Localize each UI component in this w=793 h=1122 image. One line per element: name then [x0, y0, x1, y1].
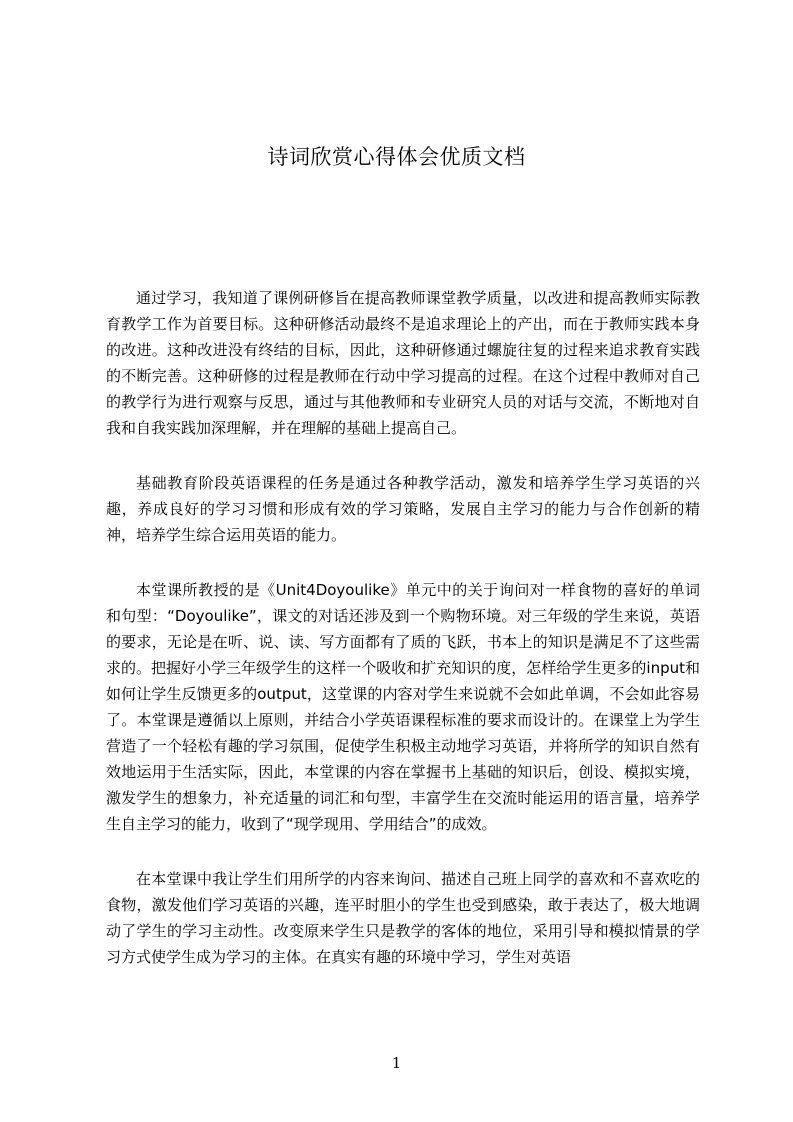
- paragraph-4: 在本堂课中我让学生们用所学的内容来询问、描述自己班上同学的喜欢和不喜欢吃的食物，激发他们学习英语的兴趣，连平时胆小的学生也受到感染，敢于表达了，极大地调动了学生的学习主动性。改变原来学生只是教学的客体的地位，采用引导和模拟情景的学习方式使学生成为学习的主体。在真实有趣的环境中学习，学生对英语: [106, 870, 700, 966]
- document-title: 诗词欣赏心得体会优质文档: [267, 145, 526, 169]
- paragraph-3: 本堂课所教授的是《Unit4Doyoulike》单元中的关于询问对一样食物的喜好的单词和句型：“Doyoulike”，课文的对话还涉及到一个购物环境。对三年级的学生来说，英语的要求，无论是在听、说、读、写方面都有了质的飞跃，书本上的知识是满足不了这些需求的。把握好小学三年级学生的这样一个吸收和扩充知识的度，怎样给学生更多的input和如何让学生反馈更多的output，这堂课的内容对学生来说就不会如此单调，不会如此容易了。本堂课是遵循以上原则，并结合小学英语课程标准的要求而设计的。在课堂上为学生营造了一个轻松有趣的学习氛围，促使学生积极主动地学习英语，并将所学的知识自然有效地运用于生活实际，因此，本堂课的内容在掌握书上基础的知识后，创设、模拟实境，激发学生的想象力，补充适量的词汇和句型，丰富学生在交流时能运用的语言量，培养学生自主学习的能力，收到了“现学现用、学用结合”的成效。: [106, 581, 700, 833]
- paragraph-1: 通过学习，我知道了课例研修旨在提高教师课堂教学质量，以改进和提高教师实际教育教学工作为首要目标。这种研修活动最终不是追求理论上的产出，而在于教师实践本身的改进。这种改进没有终结的目标，因此，这种研修通过螺旋往复的过程来追求教育实践的不断完善。这种研修的过程是教师在行动中学习提高的过程。在这个过程中教师对自己的教学行为进行观察与反思，通过与其他教师和专业研究人员的对话与交流，不断地对自我和自我实践加深理解，并在理解的基础上提高自己。: [106, 289, 700, 437]
- page-number: 1: [391, 1054, 402, 1072]
- document-body: [106, 285, 700, 970]
- paragraph-2: 基础教育阶段英语课程的任务是通过各种教学活动，激发和培养学生学习英语的兴趣，养成良好的学习习惯和形成有效的学习策略，发展自主学习的能力与合作创新的精神，培养学生综合运用英语的能力。: [106, 474, 700, 544]
